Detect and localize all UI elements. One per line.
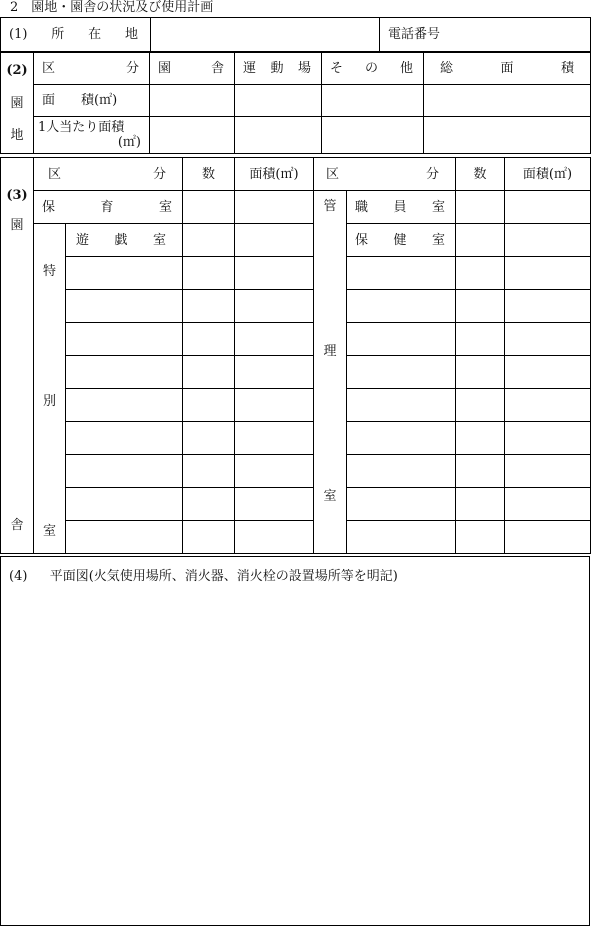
room-name-cell[interactable] — [347, 356, 456, 389]
shokuin-area[interactable] — [505, 191, 591, 224]
site-area-char-2: 積(㎡) — [81, 93, 118, 108]
room-count-cell[interactable] — [456, 455, 505, 488]
hoken-2: 健 — [393, 232, 407, 248]
room-name-cell[interactable] — [66, 323, 183, 356]
room-name-cell[interactable] — [66, 356, 183, 389]
site-pp-sonota[interactable] — [322, 117, 424, 154]
room-count-cell[interactable] — [456, 257, 505, 290]
site-header-undojo — [235, 53, 322, 85]
building-num: (3) — [6, 188, 28, 203]
site-area-char-1: 面 — [42, 93, 56, 108]
bld-header-kubun-left — [34, 158, 183, 191]
room-count-cell[interactable] — [183, 521, 235, 554]
site-ensha-1: 園 — [158, 61, 172, 76]
shokuin-label — [347, 191, 456, 224]
shokuin-count[interactable] — [456, 191, 505, 224]
site-total-1: 総 — [440, 61, 454, 76]
room-name-cell[interactable] — [66, 257, 183, 290]
yugi-3: 室 — [152, 232, 166, 248]
location-num: (1) — [9, 27, 28, 42]
bld-header-area-left: 面積(㎡) — [235, 158, 314, 191]
site-undojo-2: 動 — [270, 61, 284, 76]
site-area-total[interactable] — [424, 85, 591, 117]
room-area-cell[interactable] — [505, 356, 591, 389]
hoiku-2: 育 — [100, 199, 114, 215]
tokubetsu-char-3: 室 — [42, 524, 56, 539]
bld-kubun-r-2: 分 — [425, 166, 439, 182]
floor-plan-label: 平面図(火気使用場所、消火器、消火栓の設置場所等を明記) — [49, 569, 398, 584]
tokubetsu-char-1: 特 — [42, 264, 56, 279]
yugi-count[interactable] — [183, 224, 235, 257]
hoken-area[interactable] — [505, 224, 591, 257]
hoken-count[interactable] — [456, 224, 505, 257]
site-area-undojo[interactable] — [235, 85, 322, 117]
room-area-cell[interactable] — [505, 521, 591, 554]
site-side-label — [1, 53, 34, 154]
shokuin-2: 員 — [393, 199, 407, 215]
hoken-3: 室 — [431, 232, 445, 248]
room-area-cell[interactable] — [235, 422, 314, 455]
site-ensha-2: 舎 — [210, 61, 224, 76]
hoiku-count[interactable] — [183, 191, 235, 224]
site-undojo-3: 場 — [297, 61, 311, 76]
shokuin-1: 職 — [355, 199, 369, 215]
bld-header-count-right: 数 — [456, 158, 505, 191]
yugi-2: 戯 — [114, 232, 128, 248]
hoken-1: 保 — [355, 232, 369, 248]
room-area-cell[interactable] — [235, 389, 314, 422]
room-count-cell[interactable] — [456, 488, 505, 521]
room-count-cell[interactable] — [456, 422, 505, 455]
kanri-char-2: 理 — [323, 344, 337, 359]
room-count-cell[interactable] — [183, 257, 235, 290]
site-table — [0, 52, 591, 154]
site-header-kubun — [34, 53, 150, 85]
room-name-cell[interactable] — [347, 521, 456, 554]
room-count-cell[interactable] — [183, 455, 235, 488]
hoiku-label — [34, 191, 183, 224]
site-header-total — [424, 53, 591, 85]
room-name-cell[interactable] — [66, 389, 183, 422]
tokubetsu-side-label — [34, 224, 66, 554]
site-pp-undojo[interactable] — [235, 117, 322, 154]
per-person-line-1: 1人当たり面積 — [38, 120, 125, 135]
site-kubun-2: 分 — [125, 61, 139, 76]
building-table — [0, 157, 591, 554]
room-count-cell[interactable] — [183, 356, 235, 389]
room-name-cell[interactable] — [66, 521, 183, 554]
location-char-2: 在 — [88, 27, 102, 42]
room-area-cell[interactable] — [505, 488, 591, 521]
phone-cell[interactable] — [380, 18, 591, 52]
room-name-cell[interactable] — [347, 323, 456, 356]
tokubetsu-char-2: 別 — [42, 394, 56, 409]
room-area-cell[interactable] — [505, 422, 591, 455]
room-area-cell[interactable] — [505, 290, 591, 323]
room-name-cell[interactable] — [347, 422, 456, 455]
location-table — [0, 17, 591, 52]
hoken-label — [347, 224, 456, 257]
kanri-char-1: 管 — [323, 199, 337, 214]
kanri-side-label — [314, 191, 347, 554]
room-count-cell[interactable] — [456, 389, 505, 422]
yugi-1: 遊 — [76, 232, 90, 248]
hoiku-3: 室 — [158, 199, 172, 215]
room-area-cell[interactable] — [235, 455, 314, 488]
site-total-3: 積 — [560, 61, 574, 76]
room-name-cell[interactable] — [66, 422, 183, 455]
site-pp-ensha[interactable] — [150, 117, 235, 154]
site-char-2: 地 — [10, 128, 24, 143]
floor-plan-area[interactable] — [1, 557, 590, 926]
room-count-cell[interactable] — [456, 356, 505, 389]
location-char-1: 所 — [51, 27, 65, 42]
site-total-2: 面 — [500, 61, 514, 76]
room-area-cell[interactable] — [505, 323, 591, 356]
floor-plan-num: (4) — [9, 569, 28, 584]
room-name-cell[interactable] — [347, 389, 456, 422]
room-area-cell[interactable] — [235, 488, 314, 521]
yugi-label — [66, 224, 183, 257]
room-area-cell[interactable] — [505, 257, 591, 290]
room-area-cell[interactable] — [235, 257, 314, 290]
room-count-cell[interactable] — [183, 389, 235, 422]
room-name-cell[interactable] — [347, 488, 456, 521]
room-area-cell[interactable] — [235, 290, 314, 323]
location-char-3: 地 — [124, 27, 138, 42]
room-count-cell[interactable] — [456, 290, 505, 323]
building-char-2: 舎 — [10, 518, 24, 533]
building-char-1: 園 — [10, 218, 24, 233]
building-side-label — [1, 158, 34, 554]
room-count-cell[interactable] — [183, 323, 235, 356]
room-area-cell[interactable] — [235, 323, 314, 356]
site-pp-total[interactable] — [424, 117, 591, 154]
address-field[interactable] — [151, 18, 380, 52]
room-count-cell[interactable] — [456, 323, 505, 356]
site-header-sonota — [322, 53, 424, 85]
site-char-1: 園 — [10, 95, 24, 111]
per-person-line-2: (㎡) — [117, 135, 141, 150]
room-name-cell[interactable] — [66, 290, 183, 323]
room-area-cell[interactable] — [235, 356, 314, 389]
site-sonota-2: の — [364, 61, 378, 76]
form-title: 2 園地・園舎の状況及び使用計画 — [10, 0, 214, 15]
room-count-cell[interactable] — [183, 290, 235, 323]
site-num: (2) — [6, 63, 28, 78]
room-count-cell[interactable] — [183, 488, 235, 521]
room-area-cell[interactable] — [505, 455, 591, 488]
bld-header-kubun-right — [314, 158, 456, 191]
room-name-cell[interactable] — [347, 257, 456, 290]
room-name-cell[interactable] — [66, 488, 183, 521]
room-area-cell[interactable] — [505, 389, 591, 422]
kanri-char-3: 室 — [323, 489, 337, 504]
bld-kubun-r-1: 区 — [326, 166, 340, 182]
bld-kubun-l-2: 分 — [152, 166, 166, 182]
site-area-label — [34, 85, 150, 117]
site-kubun-1: 区 — [42, 61, 56, 76]
shokuin-3: 室 — [431, 199, 445, 215]
site-header-ensha — [150, 53, 235, 85]
site-area-ensha[interactable] — [150, 85, 235, 117]
bld-header-area-right: 面積(㎡) — [505, 158, 591, 191]
bld-kubun-l-1: 区 — [48, 166, 62, 182]
room-count-cell[interactable] — [456, 521, 505, 554]
room-name-cell[interactable] — [347, 290, 456, 323]
site-sonota-1: そ — [330, 61, 344, 76]
site-area-sonota[interactable] — [322, 85, 424, 117]
bld-header-count-left: 数 — [183, 158, 235, 191]
room-name-cell[interactable] — [347, 455, 456, 488]
yugi-area[interactable] — [235, 224, 314, 257]
site-undojo-1: 運 — [243, 61, 257, 76]
room-name-cell[interactable] — [66, 455, 183, 488]
hoiku-1: 保 — [42, 199, 56, 215]
site-sonota-3: 他 — [399, 61, 413, 76]
site-per-person-label — [34, 117, 150, 154]
room-count-cell[interactable] — [183, 422, 235, 455]
floor-plan-table — [0, 556, 590, 926]
location-label-cell — [1, 18, 151, 52]
hoiku-area[interactable] — [235, 191, 314, 224]
room-area-cell[interactable] — [235, 521, 314, 554]
phone-label: 電話番号 — [388, 27, 441, 42]
